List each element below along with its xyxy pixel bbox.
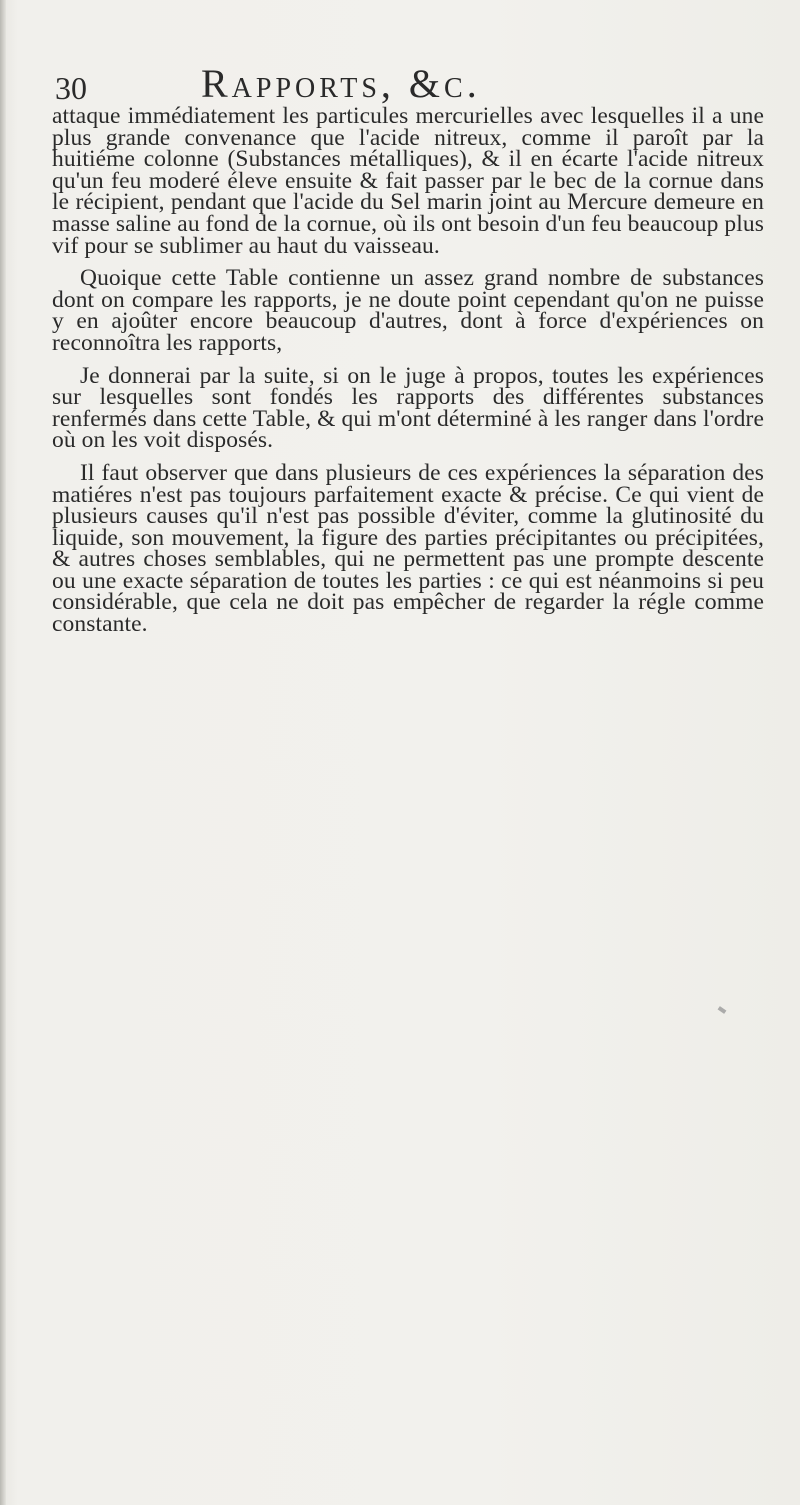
paragraph-1: attaque immédiatement les particules mercurielles avec lesquelles il a une plus grande convenance que l'acide nitreux, comme il paroît par la huitiéme colonne (Substances métalliques), & il en écarte l'acide nitreux qu'un feu moderé éleve ensuite & fait passer par le bec de la cornue dans le récipient, pendant que l'acide du Sel marin joint au Mercure demeure en masse saline au fond de la cornue, où ils ont besoin d'un feu beaucoup plus vif pour se sublimer au haut du vaisseau. — [52, 103, 764, 259]
paragraph-2: Quoique cette Table contienne un assez grand nombre de substances dont on compare les rapports, je ne doute point cependant qu'on ne puisse y en ajoûter encore beaucoup d'autres, dont à force d'expériences on reconnoîtra les rapports, — [52, 265, 764, 356]
ink-mark — [718, 1006, 727, 1014]
page-edge — [0, 0, 6, 1505]
paragraph-4: Il faut observer que dans plusieurs de ces expériences la séparation des matiéres n'est pas toujours parfaitement exacte & précise. Ce qui vient de plusieurs causes qu'il n'est pas possible d'éviter, comme la glutinosité du liquide, son mouvement, la figure des parties précipitantes ou précipitées, & autres choses semblables, qui ne permettent pas une prompte descente ou une exacte séparation de toutes les parties : ce qui est néanmoins si peu considérable, que cela ne doit pas empêcher de regarder la régle comme constante. — [52, 459, 764, 638]
running-title: Rapports, &c. — [201, 61, 481, 106]
body-text — [52, 103, 764, 647]
paragraph-3: Je donnerai par la suite, si on le juge à propos, toutes les expériences sur lesquelles sont fondés les rapports des différentes substances renfermés dans cette Table, & qui m'ont déterminé à les ranger dans l'ordre où on les voit disposés. — [52, 362, 764, 454]
page-number: 30 — [55, 70, 87, 106]
